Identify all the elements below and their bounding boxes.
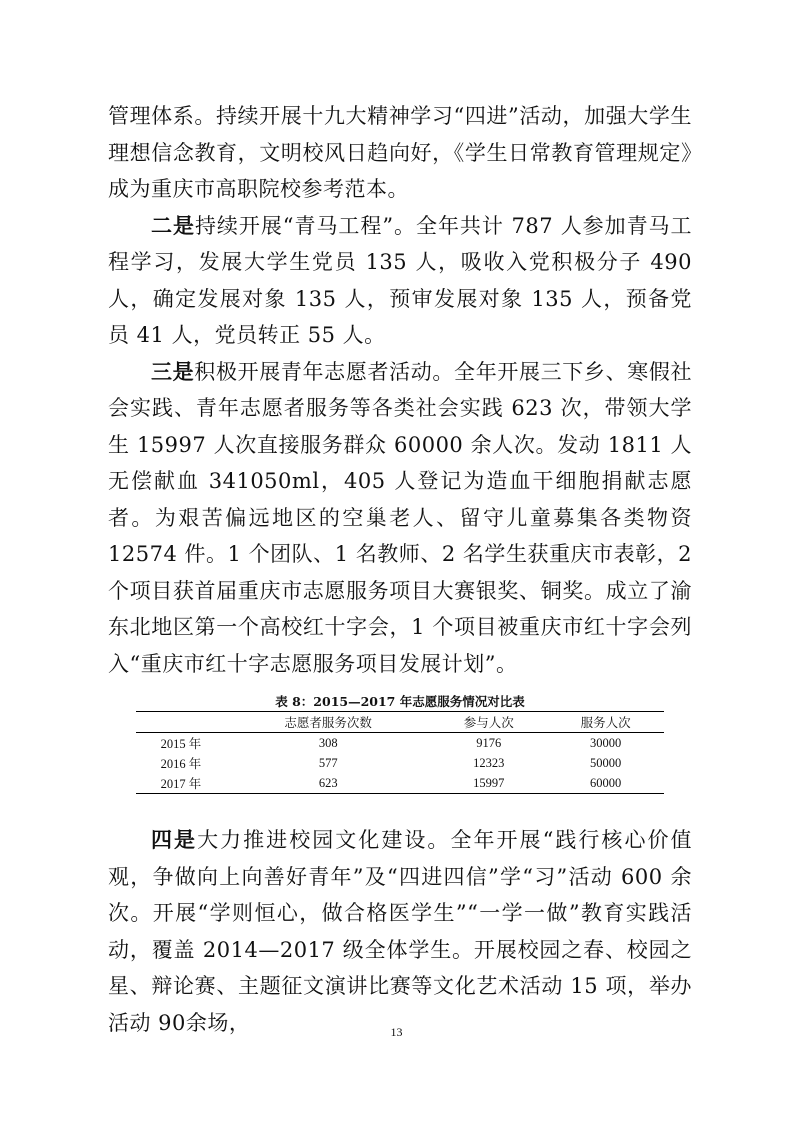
page-number: 13 bbox=[390, 1025, 403, 1039]
volunteer-stats-table bbox=[136, 711, 664, 794]
volunteer-stats-table-section bbox=[136, 693, 664, 794]
paragraph-lead: 二是 bbox=[151, 212, 195, 238]
table-caption: 表 8：2015—2017 年志愿服务情况对比表 bbox=[275, 694, 525, 709]
paragraph-text: 管理体系。持续开展十九大精神学习“四进”活动，加强大学生理想信念教育，文明校风日趋向好，《学生日常教育管理规定》成为重庆市高职院校参考范本。 bbox=[108, 104, 692, 201]
table-header-cell bbox=[136, 712, 226, 733]
table-cell: 2017 年 bbox=[160, 777, 202, 791]
paragraph-text: 大力推进校园文化建设。全年开展“践行核心价值观，争做向上向善好青年”及“四进四信”学“习”活动 600 余次。开展“学则恒心，做合格医学生”“一学一做”教育实践活动，覆盖 2014—2017 级全体学生。开展校园之春、校园之星、辩论赛、主题征文演讲比赛等文化艺术活动 15 项，举办活动 90余场， bbox=[108, 828, 693, 1035]
body-text-lower bbox=[108, 822, 692, 1041]
paragraph-p1 bbox=[108, 98, 692, 208]
table-cell: 308 bbox=[318, 735, 338, 750]
table-cell: 12323 bbox=[473, 755, 505, 770]
table-cell: 50000 bbox=[589, 755, 622, 770]
paragraph-p3 bbox=[108, 354, 692, 683]
table-row bbox=[136, 753, 664, 773]
paragraph-lead: 四是 bbox=[151, 827, 198, 852]
table-cell: 9176 bbox=[476, 735, 502, 750]
paragraph-lead: 三是 bbox=[151, 358, 195, 384]
table-header-cell: 服务人次 bbox=[580, 716, 631, 730]
table-cell: 15997 bbox=[473, 775, 505, 790]
paragraph-text: 积极开展青年志愿者活动。全年开展三下乡、寒假社会实践、青年志愿者服务等各类社会实践 623 次，带领大学生 15997 人次直接服务群众 60000 余人次。发动 1811 人无偿献血 341050ml，405 人登记为造血干细胞捐献志愿者。为艰苦偏远地区的空巢老人、留守儿童募集各类物资 12574 件。1 个团队、1 名教师、2 名学生获重庆市表彰，2 个项目获首届重庆市志愿服务项目大赛银奖、铜奖。成立了渝东北地区第一个高校红十字会，1 个项目被重庆市红十字会列入“重庆市红十字志愿服务项目发展计划”。 bbox=[108, 359, 693, 676]
table-cell: 2015 年 bbox=[160, 737, 202, 751]
table-cell: 30000 bbox=[589, 735, 622, 750]
body-text-upper bbox=[108, 98, 692, 682]
table-header-cell: 参与人次 bbox=[463, 716, 514, 730]
table-cell: 623 bbox=[318, 775, 338, 790]
paragraph-text: 持续开展“青马工程”。全年共计 787 人参加青马工程学习，发展大学生党员 135 人，吸收入党积极分子 490 人，确定发展对象 135 人，预审发展对象 135 人，预备党员 41 人，党员转正 55 人。 bbox=[108, 213, 693, 347]
paragraph-p4 bbox=[108, 822, 692, 1041]
table-header-cell: 志愿者服务次数 bbox=[284, 716, 372, 730]
table-cell: 2016 年 bbox=[160, 757, 202, 771]
table-cell: 577 bbox=[318, 755, 338, 770]
table-header-row bbox=[136, 712, 664, 733]
table-row bbox=[136, 733, 664, 754]
table-cell: 60000 bbox=[589, 775, 622, 790]
table-row bbox=[136, 773, 664, 794]
paragraph-p2 bbox=[108, 208, 692, 354]
